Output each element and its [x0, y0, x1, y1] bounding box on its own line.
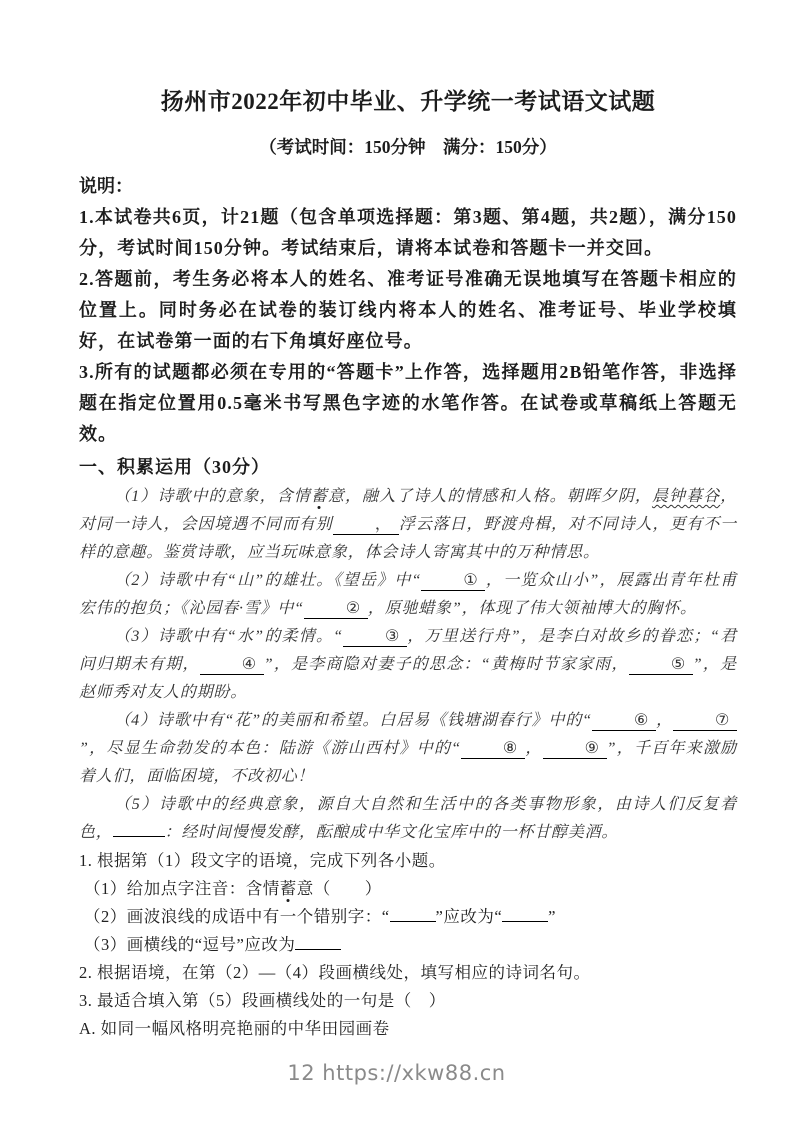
text-segment: ：经时间慢慢发酵，酝酿成中华文化宝库中的一杯甘醇美酒。 [164, 824, 619, 841]
notice-item-3: 3.所有的试题都必须在专用的“答题卡”上作答，选择题用2B铅笔作答，非选择题在指定位置用0.5毫米书写黑色字迹的水笔作答。在试卷或草稿纸上答题无效。 [79, 362, 737, 444]
text-segment: ， [655, 712, 673, 729]
page-title: 扬州市2022年初中毕业、升学统一考试语文试题 [160, 89, 656, 114]
paragraph-3 [79, 623, 737, 707]
blank-circled-2: ② [304, 600, 368, 619]
wavy-underline-idiom: 晨钟暮谷 [651, 488, 721, 505]
text-segment: ”，尽显生命勃发的本色：陆游《游山西村》中的“ [79, 740, 461, 757]
blank-underline [502, 921, 548, 922]
text-segment: 浮云落日，野渡舟楫，对不同诗人，更有不一样的意趣。鉴赏诗歌，应当玩味意象，体会诗人寄寓其中的万种情思。 [79, 516, 737, 561]
notice-label: 说明： [79, 176, 133, 196]
blank-circled-7: ⑦ [673, 712, 737, 731]
blank-underline [113, 836, 165, 837]
question-1-1 [79, 875, 737, 903]
blank-underline [390, 921, 436, 922]
question-3-option-a: A. 如同一幅风格明亮艳丽的中华田园画卷 [79, 1019, 390, 1038]
text-segment: （1）给加点字注音：含情 [83, 879, 280, 898]
question-3: 3. 最适合填入第（5）段画横线处的一句是（ ） [79, 991, 446, 1010]
text-segment: ”，是李商隐对妻子的思念：“黄梅时节家家雨， [263, 656, 629, 673]
paragraph-1 [79, 483, 737, 567]
exam-time-score-line: （考试时间：150分钟 满分：150分） [259, 137, 557, 157]
blank-circled-8: ⑧ [461, 740, 525, 759]
question-1-2 [79, 903, 737, 931]
text-segment: ， [524, 740, 543, 757]
notice-item-1: 1.本试卷共6页，计21题（包含单项选择题：第3题、第4题，共2题），满分150分，考试时间150分钟。考试结束后，请将本试卷和答题卡一并交回。 [79, 207, 737, 258]
paragraph-5 [79, 791, 737, 847]
dotted-emphasis-char: 蓄 [310, 488, 328, 505]
blank-circled-1: ① [421, 572, 485, 591]
text-segment: ，对同一诗人，会因境遇不同而有别 [79, 488, 738, 533]
text-segment: ”，是赵师秀对友人的期盼。 [79, 656, 737, 701]
blank-circled-6: ⑥ [592, 712, 656, 731]
text-segment: ，一览众山小”，展露出青年杜甫宏伟的抱负；《沁园春·雪》中“ [79, 572, 737, 617]
text-segment: （4）诗歌中有“花”的美丽和希望。白居易《钱塘湖春行》中的“ [114, 712, 592, 729]
blank-circled-5: ⑤ [629, 656, 693, 675]
paragraph-2 [79, 567, 737, 623]
text-segment: 意，融入了诗人的情感和人格。朝晖夕阴， [327, 488, 652, 505]
question-1-3 [79, 931, 737, 959]
blank-circled-9: ⑨ [543, 740, 607, 759]
notice-item-2: 2.答题前，考生务必将本人的姓名、准考证号准确无误地填写在答题卡相应的位置上。同时务必在试卷的装订线内将本人的姓名、准考证号、毕业学校填好，在试卷第一面的右下角填好座位号。 [79, 269, 737, 351]
page-number-and-watermark-url: 12 https://xkw88.cn [287, 1061, 506, 1085]
question-1: 1. 根据第（1）段文字的语境，完成下列各小题。 [79, 851, 446, 870]
paragraph-4 [79, 707, 737, 791]
underlined-comma-blank: ， [333, 516, 399, 535]
blank-underline [295, 949, 341, 950]
text-segment: （5）诗歌中的经典意象，源自大自然和生活中的各类事物形象，由诗人们反复着色， [79, 796, 737, 841]
text-segment: 意（ ） [296, 879, 382, 898]
text-segment: ” [548, 907, 556, 926]
section-heading-accumulation: 一、积累运用（30分） [79, 457, 270, 477]
blank-circled-4: ④ [200, 656, 264, 675]
blank-circled-3: ③ [343, 628, 407, 647]
text-segment: （3）诗歌中有“水”的柔情。“ [114, 628, 343, 645]
text-segment: ”应改为“ [435, 907, 503, 926]
question-2: 2. 根据语境，在第（2）—（4）段画横线处，填写相应的诗词名句。 [79, 963, 591, 982]
text-segment: ，万里送行舟”，是李白对故乡的眷恋；“君问归期未有期， [79, 628, 737, 673]
text-segment: （3）画横线的“逗号”应改为 [83, 935, 296, 954]
text-segment: ”，千百年来激励着人们，面临困境，不改初心！ [79, 740, 737, 785]
text-segment: （1）诗歌中的意象，含情 [114, 488, 311, 505]
text-segment: （2）画波浪线的成语中有一个错别字：“ [83, 907, 390, 926]
text-segment: （2）诗歌中有“山”的雄壮。《望岳》中“ [114, 572, 422, 589]
text-segment: ，原驰蜡象”，体现了伟大领袖博大的胸怀。 [367, 600, 697, 617]
dotted-emphasis-char: 蓄 [279, 879, 297, 898]
